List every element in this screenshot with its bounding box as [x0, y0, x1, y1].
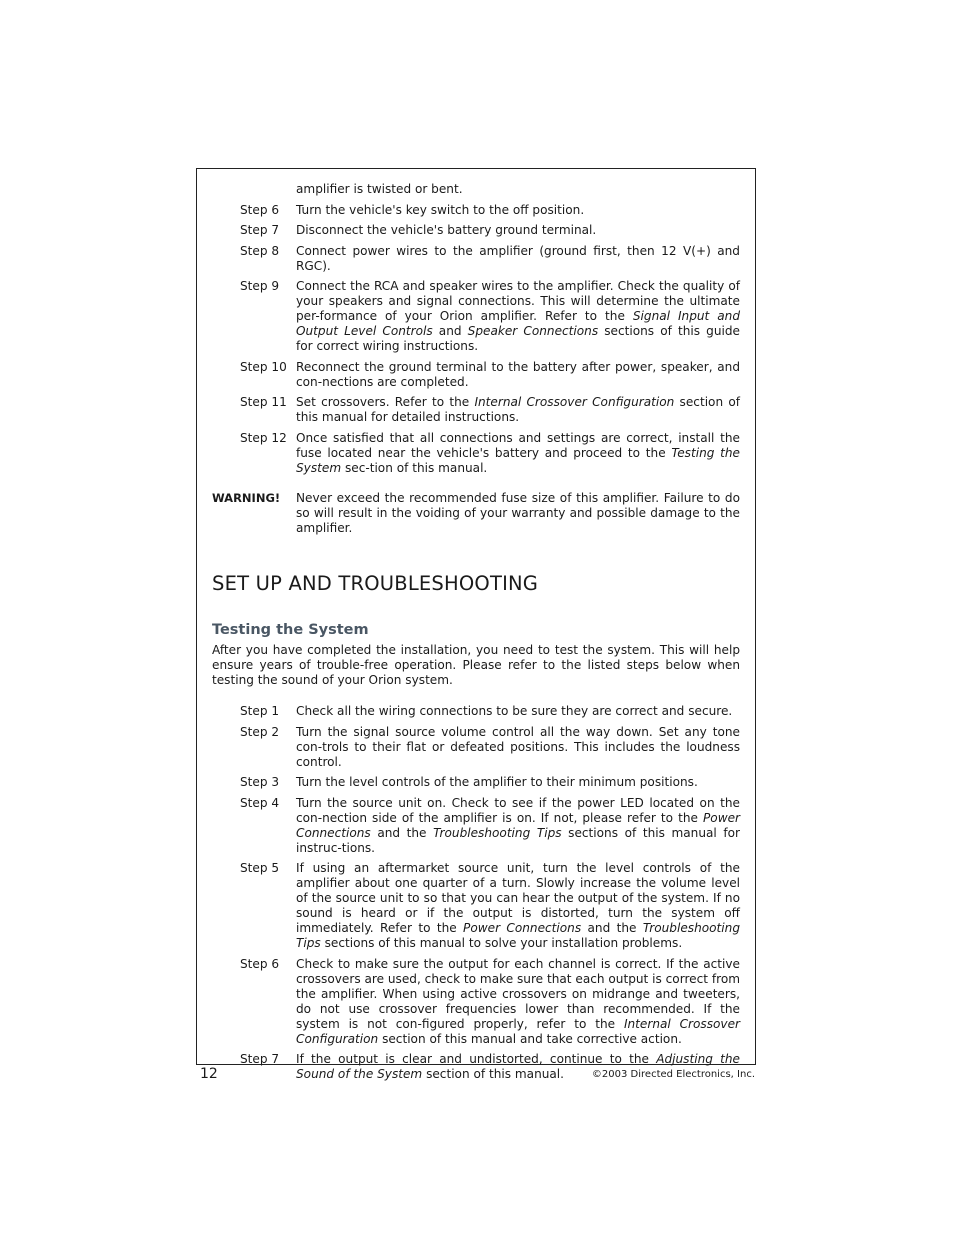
step-text: [296, 775, 740, 790]
step-row: [212, 775, 740, 790]
step-label: Step 7: [240, 1052, 280, 1066]
step-text-segment: Disconnect the vehicle's battery ground terminal.: [296, 223, 597, 237]
step-text-italic: Power Connections: [463, 921, 582, 935]
step-label: Step 6: [240, 202, 280, 217]
step-label: Step 3: [240, 775, 280, 789]
step-row: [212, 223, 740, 238]
step-row: [212, 395, 740, 425]
step-label: Step 11: [240, 395, 287, 409]
step-label: Step 8: [240, 243, 280, 258]
warning-label: WARNING!: [212, 491, 281, 505]
step-text-segment: Turn the source unit on. Check to see if the power LED located on the con-nection side of the amplifier is on. If not, please refer to the: [296, 795, 740, 825]
step-text-italic: Internal Crossover Configuration: [474, 395, 675, 409]
step-label: Step 6: [240, 956, 280, 971]
step-text-italic: Testing the System: [296, 445, 740, 475]
step-label: Step 9: [240, 279, 280, 293]
step-text: [296, 431, 740, 476]
step-text-segment: sections of this manual for instruc-tions.: [296, 825, 740, 855]
copyright: ©2003 Directed Electronics, Inc.: [591, 1069, 755, 1080]
page-number: 12: [200, 1066, 218, 1082]
step-text: [296, 223, 740, 238]
step-label: Step 1: [240, 704, 280, 718]
step-text-italic: Internal Crossover Configuration: [296, 1016, 741, 1046]
step-text-segment: sections of this guide for correct wiring instructions.: [296, 324, 740, 353]
step-text-segment: sections of this manual to solve your installation problems.: [320, 936, 683, 950]
step-text-segment: sec-tion of this manual.: [341, 460, 488, 475]
step-row: [212, 360, 740, 390]
step-text-segment: and: [432, 324, 468, 338]
step-label: Step 12: [240, 430, 287, 445]
step-text-segment: section of this manual for detailed instructions.: [296, 395, 741, 424]
step-row: [212, 861, 740, 951]
step-text: [296, 957, 740, 1047]
step-row: [212, 279, 740, 354]
subsection-title: Testing the System: [212, 622, 369, 638]
step-text: [296, 704, 740, 719]
step-row: [212, 203, 740, 218]
intro-paragraph: After you have completed the installation, you need to test the system. This will help ensure years of trouble-free operation. Please refer to the listed steps below when testing the sound of your Orion system.: [212, 643, 740, 687]
step-label: Step 10: [240, 359, 287, 374]
step-text-segment: Turn the level controls of the amplifier to their minimum positions.: [296, 775, 698, 789]
step-text-segment: section of this manual and take corrective action.: [378, 1031, 682, 1046]
step-label: Step 4: [240, 795, 280, 810]
step-text-segment: Reconnect the ground terminal to the battery after power, speaker, and con-nections are completed.: [296, 359, 740, 389]
step-text: [296, 395, 740, 425]
page-content: [212, 182, 740, 1088]
step-label: Step 2: [240, 724, 280, 739]
warning-row: [212, 491, 740, 536]
step-text-italic: Troubleshooting Tips: [433, 825, 562, 840]
step-row: [212, 244, 740, 274]
step-row: [212, 957, 740, 1047]
step-text-segment: and the: [370, 825, 434, 840]
section-title: SET UP AND TROUBLESHOOTING: [212, 572, 539, 595]
step-text: [296, 244, 740, 274]
step-row: [212, 796, 740, 856]
step-text-italic: Speaker Connections: [467, 324, 599, 338]
step-text-segment: Check all the wiring connections to be sure they are correct and secure.: [296, 704, 733, 718]
step-row: [212, 704, 740, 719]
step-text-segment: Turn the signal source volume control all the way down. Set any tone con-trols to their flat or defeated positions. This includes the loudness control.: [296, 724, 740, 769]
step-text: [296, 182, 740, 197]
step-text-segment: Connect power wires to the amplifier (ground first, then 12 V(+) and RGC).: [296, 243, 740, 273]
step-text: [296, 360, 740, 390]
step-label: [212, 182, 296, 197]
step-text-segment: section of this manual.: [422, 1067, 565, 1081]
step-text-segment: amplifier is twisted or bent.: [296, 182, 463, 196]
step-row: [212, 431, 740, 476]
step-text-italic: Adjusting the Sound of the System: [296, 1052, 740, 1081]
step-row: [212, 725, 740, 770]
step-text-segment: and the: [581, 921, 643, 935]
step-text: [296, 279, 740, 354]
step-text-segment: Once satisfied that all connections and settings are correct, install the fuse located near the vehicle's battery and proceed to the: [296, 430, 740, 460]
step-label: Step 7: [240, 223, 280, 237]
step-text-segment: Turn the vehicle's key switch to the off position.: [296, 202, 585, 217]
step-text-italic: Power Connections: [296, 810, 740, 840]
step-text-segment: Set crossovers. Refer to the: [296, 395, 475, 409]
step-text-segment: Connect the RCA and speaker wires to the amplifier. Check the quality of your speakers and signal connections. This will determine the ultimate per-formance of your Orion amplifier. Refer to the: [296, 279, 740, 323]
step-text-italic: Signal Input and Output Level Controls: [296, 309, 741, 338]
install-steps-list: [212, 182, 740, 476]
step-text-italic: Troubleshooting Tips: [296, 921, 740, 950]
step-text-segment: If the output is clear and undistorted, continue to the: [296, 1052, 657, 1066]
step-row: [212, 182, 740, 197]
step-text: [296, 203, 740, 218]
warning-text: Never exceed the recommended fuse size of this amplifier. Failure to do so will result in the voiding of your warranty and possible damage to the amplifier.: [296, 491, 740, 535]
step-text: [296, 796, 740, 856]
step-text: [296, 861, 740, 951]
testing-steps-list: [212, 704, 740, 1082]
step-label: Step 5: [240, 861, 280, 875]
step-text-segment: Check to make sure the output for each channel is correct. If the active crossovers are used, check to make sure that each output is correct from the amplifier. When using active crossovers on midrange and tweeters, do not use crossover frequencies lower than recommended. If the system is not con-figured properly, refer to the: [296, 956, 740, 1031]
step-text: [296, 725, 740, 770]
step-text-segment: If using an aftermarket source unit, turn the level controls of the amplifier about one quarter of a turn. Slowly increase the volume level of the source unit to so that you can hear the output of the system. If no sound is heard or if the output is distorted, turn the system off immediately. Refer to the: [296, 861, 740, 935]
